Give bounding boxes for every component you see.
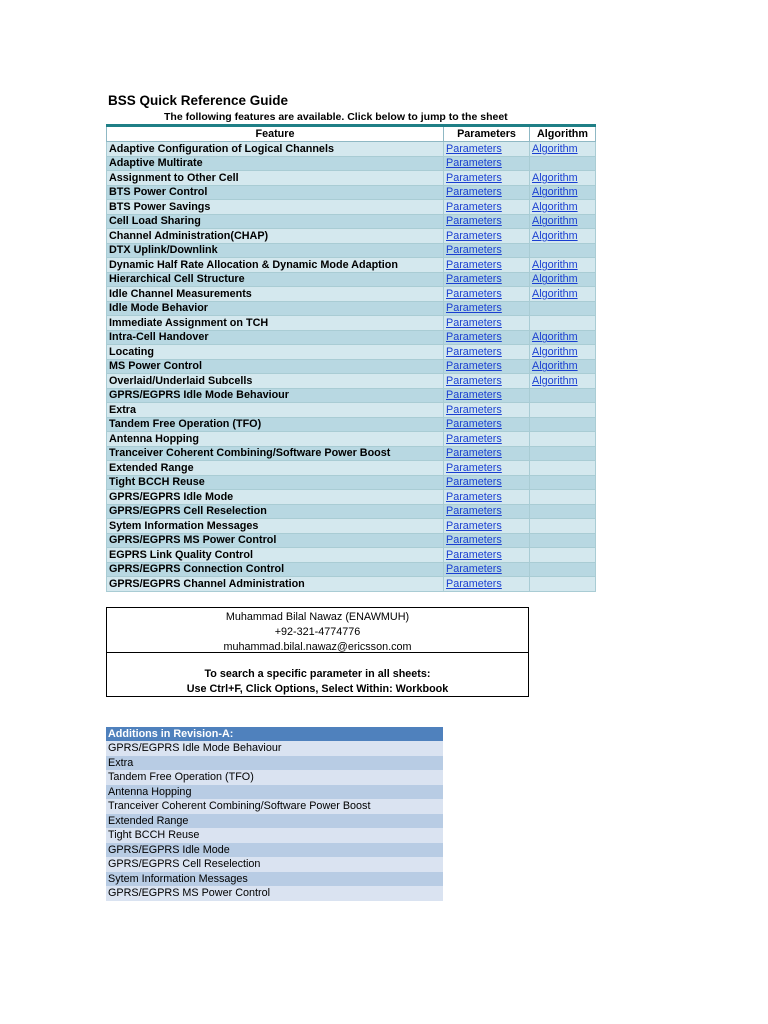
table-row xyxy=(107,316,596,331)
parameters-link[interactable]: Parameters xyxy=(446,505,502,518)
feature-name: BTS Power Control xyxy=(107,185,444,200)
parameters-cell xyxy=(444,330,530,345)
table-row xyxy=(107,272,596,287)
algorithm-cell xyxy=(530,229,596,244)
algorithm-cell xyxy=(530,461,596,476)
table-row xyxy=(107,185,596,200)
algorithm-link[interactable]: Algorithm xyxy=(532,171,578,184)
parameters-cell xyxy=(444,432,530,447)
parameters-cell xyxy=(444,171,530,186)
algorithm-cell xyxy=(530,272,596,287)
revision-item: GPRS/EGPRS Cell Reselection xyxy=(106,857,443,872)
table-row xyxy=(107,330,596,345)
parameters-cell xyxy=(444,185,530,200)
parameters-link[interactable]: Parameters xyxy=(446,273,502,286)
parameters-link[interactable]: Parameters xyxy=(446,461,502,474)
feature-name: Overlaid/Underlaid Subcells xyxy=(107,374,444,389)
table-row xyxy=(107,171,596,186)
table-row xyxy=(107,287,596,302)
revision-title: Additions in Revision-A: xyxy=(106,727,443,741)
parameters-link[interactable]: Parameters xyxy=(446,200,502,213)
algorithm-link[interactable]: Algorithm xyxy=(532,331,578,344)
parameters-link[interactable]: Parameters xyxy=(446,490,502,503)
feature-table xyxy=(106,124,596,592)
algorithm-cell xyxy=(530,330,596,345)
revision-item: Extra xyxy=(106,756,443,771)
algorithm-link[interactable]: Algorithm xyxy=(532,360,578,373)
parameters-link[interactable]: Parameters xyxy=(446,360,502,373)
table-row xyxy=(107,461,596,476)
page-subtitle: The following features are available. Click below to jump to the sheet xyxy=(164,111,508,123)
algorithm-link[interactable]: Algorithm xyxy=(532,229,578,242)
algorithm-link[interactable]: Algorithm xyxy=(532,345,578,358)
table-row xyxy=(107,432,596,447)
parameters-link[interactable]: Parameters xyxy=(446,548,502,561)
feature-name: Sytem Information Messages xyxy=(107,519,444,534)
algorithm-cell xyxy=(530,388,596,403)
search-tip xyxy=(107,653,528,697)
parameters-cell xyxy=(444,258,530,273)
feature-name: Channel Administration(CHAP) xyxy=(107,229,444,244)
parameters-link[interactable]: Parameters xyxy=(446,403,502,416)
table-row xyxy=(107,243,596,258)
feature-name: GPRS/EGPRS Idle Mode xyxy=(107,490,444,505)
algorithm-cell xyxy=(530,432,596,447)
algorithm-link[interactable]: Algorithm xyxy=(532,186,578,199)
algorithm-cell xyxy=(530,475,596,490)
parameters-cell xyxy=(444,214,530,229)
parameters-link[interactable]: Parameters xyxy=(446,447,502,460)
algorithm-cell xyxy=(530,562,596,577)
table-row xyxy=(107,374,596,389)
parameters-cell xyxy=(444,417,530,432)
parameters-cell xyxy=(444,475,530,490)
revision-item: Extended Range xyxy=(106,814,443,829)
algorithm-cell xyxy=(530,359,596,374)
parameters-cell xyxy=(444,461,530,476)
revision-items xyxy=(106,741,443,901)
table-row xyxy=(107,548,596,563)
parameters-link[interactable]: Parameters xyxy=(446,142,502,155)
feature-name: Tight BCCH Reuse xyxy=(107,475,444,490)
parameters-link[interactable]: Parameters xyxy=(446,418,502,431)
revision-item: GPRS/EGPRS Idle Mode xyxy=(106,843,443,858)
column-header-parameters: Parameters xyxy=(444,126,530,142)
revision-item: Tranceiver Coherent Combining/Software Power Boost xyxy=(106,799,443,814)
table-row xyxy=(107,229,596,244)
feature-name: GPRS/EGPRS Idle Mode Behaviour xyxy=(107,388,444,403)
algorithm-link[interactable]: Algorithm xyxy=(532,258,578,271)
parameters-cell xyxy=(444,200,530,215)
parameters-cell xyxy=(444,287,530,302)
contact-info xyxy=(107,608,528,653)
parameters-link[interactable]: Parameters xyxy=(446,244,502,257)
parameters-link[interactable]: Parameters xyxy=(446,534,502,547)
table-row xyxy=(107,577,596,592)
feature-name: GPRS/EGPRS MS Power Control xyxy=(107,533,444,548)
revision-item: Sytem Information Messages xyxy=(106,872,443,887)
algorithm-cell xyxy=(530,417,596,432)
algorithm-link[interactable]: Algorithm xyxy=(532,287,578,300)
table-row xyxy=(107,301,596,316)
parameters-link[interactable]: Parameters xyxy=(446,302,502,315)
algorithm-cell xyxy=(530,214,596,229)
parameters-cell xyxy=(444,345,530,360)
parameters-link[interactable]: Parameters xyxy=(446,287,502,300)
parameters-link[interactable]: Parameters xyxy=(446,563,502,576)
parameters-link[interactable]: Parameters xyxy=(446,229,502,242)
feature-name: Extra xyxy=(107,403,444,418)
parameters-cell xyxy=(444,229,530,244)
feature-name: Intra-Cell Handover xyxy=(107,330,444,345)
parameters-cell xyxy=(444,243,530,258)
algorithm-link[interactable]: Algorithm xyxy=(532,273,578,286)
parameters-cell xyxy=(444,388,530,403)
algorithm-link[interactable]: Algorithm xyxy=(532,200,578,213)
feature-name: DTX Uplink/Downlink xyxy=(107,243,444,258)
table-row xyxy=(107,388,596,403)
contact-phone: +92-321-4774776 xyxy=(274,626,361,638)
algorithm-cell xyxy=(530,316,596,331)
table-row xyxy=(107,490,596,505)
parameters-link[interactable]: Parameters xyxy=(446,519,502,532)
algorithm-cell xyxy=(530,519,596,534)
table-row xyxy=(107,417,596,432)
algorithm-cell xyxy=(530,577,596,592)
parameters-cell xyxy=(444,490,530,505)
parameters-cell xyxy=(444,519,530,534)
feature-table-body xyxy=(107,142,596,592)
feature-name: Assignment to Other Cell xyxy=(107,171,444,186)
algorithm-cell xyxy=(530,142,596,157)
feature-table-header xyxy=(107,126,596,142)
parameters-link[interactable]: Parameters xyxy=(446,331,502,344)
feature-name: Extended Range xyxy=(107,461,444,476)
revision-item: Tandem Free Operation (TFO) xyxy=(106,770,443,785)
feature-name: BTS Power Savings xyxy=(107,200,444,215)
algorithm-cell xyxy=(530,258,596,273)
revision-item: GPRS/EGPRS MS Power Control xyxy=(106,886,443,901)
parameters-link[interactable]: Parameters xyxy=(446,476,502,489)
algorithm-cell xyxy=(530,374,596,389)
table-row xyxy=(107,156,596,171)
table-row xyxy=(107,562,596,577)
algorithm-cell xyxy=(530,490,596,505)
parameters-link[interactable]: Parameters xyxy=(446,345,502,358)
table-row xyxy=(107,345,596,360)
algorithm-cell xyxy=(530,446,596,461)
parameters-cell xyxy=(444,316,530,331)
feature-name: Idle Channel Measurements xyxy=(107,287,444,302)
parameters-cell xyxy=(444,446,530,461)
algorithm-link[interactable]: Algorithm xyxy=(532,374,578,387)
feature-name: GPRS/EGPRS Cell Reselection xyxy=(107,504,444,519)
feature-name: Adaptive Configuration of Logical Channels xyxy=(107,142,444,157)
contact-email: muhammad.bilal.nawaz@ericsson.com xyxy=(223,641,412,653)
parameters-link[interactable]: Parameters xyxy=(446,186,502,199)
revision-item: GPRS/EGPRS Idle Mode Behaviour xyxy=(106,741,443,756)
table-row xyxy=(107,504,596,519)
parameters-link[interactable]: Parameters xyxy=(446,389,502,402)
search-tip-line-2: Use Ctrl+F, Click Options, Select Within: Workbook xyxy=(186,683,449,695)
parameters-link[interactable]: Parameters xyxy=(446,258,502,271)
table-row xyxy=(107,258,596,273)
feature-name: Hierarchical Cell Structure xyxy=(107,272,444,287)
table-row xyxy=(107,446,596,461)
table-row xyxy=(107,475,596,490)
feature-name: Dynamic Half Rate Allocation & Dynamic Mode Adaption xyxy=(107,258,444,273)
contact-box xyxy=(106,607,529,697)
table-row xyxy=(107,142,596,157)
algorithm-cell xyxy=(530,301,596,316)
algorithm-cell xyxy=(530,345,596,360)
algorithm-cell xyxy=(530,287,596,302)
feature-name: GPRS/EGPRS Connection Control xyxy=(107,562,444,577)
revision-item: Tight BCCH Reuse xyxy=(106,828,443,843)
feature-name: Tranceiver Coherent Combining/Software Power Boost xyxy=(107,446,444,461)
algorithm-cell xyxy=(530,156,596,171)
revision-list xyxy=(106,727,443,901)
algorithm-link[interactable]: Algorithm xyxy=(532,215,578,228)
parameters-link[interactable]: Parameters xyxy=(446,157,502,170)
parameters-link[interactable]: Parameters xyxy=(446,215,502,228)
table-row xyxy=(107,214,596,229)
feature-name: Immediate Assignment on TCH xyxy=(107,316,444,331)
parameters-cell xyxy=(444,359,530,374)
table-row xyxy=(107,519,596,534)
feature-name: Cell Load Sharing xyxy=(107,214,444,229)
parameters-cell xyxy=(444,374,530,389)
parameters-cell xyxy=(444,504,530,519)
table-row xyxy=(107,359,596,374)
parameters-cell xyxy=(444,156,530,171)
parameters-cell xyxy=(444,403,530,418)
algorithm-cell xyxy=(530,243,596,258)
algorithm-cell xyxy=(530,171,596,186)
parameters-link[interactable]: Parameters xyxy=(446,374,502,387)
revision-item: Antenna Hopping xyxy=(106,785,443,800)
column-header-feature: Feature xyxy=(107,126,444,142)
feature-name: Locating xyxy=(107,345,444,360)
algorithm-cell xyxy=(530,504,596,519)
parameters-link[interactable]: Parameters xyxy=(446,577,502,590)
parameters-cell xyxy=(444,548,530,563)
parameters-link[interactable]: Parameters xyxy=(446,171,502,184)
feature-name: MS Power Control xyxy=(107,359,444,374)
page-title: BSS Quick Reference Guide xyxy=(108,93,289,108)
parameters-link[interactable]: Parameters xyxy=(446,316,502,329)
parameters-cell xyxy=(444,142,530,157)
feature-name: Idle Mode Behavior xyxy=(107,301,444,316)
table-row xyxy=(107,200,596,215)
parameters-link[interactable]: Parameters xyxy=(446,432,502,445)
feature-name: Antenna Hopping xyxy=(107,432,444,447)
parameters-cell xyxy=(444,301,530,316)
feature-name: Tandem Free Operation (TFO) xyxy=(107,417,444,432)
feature-name: GPRS/EGPRS Channel Administration xyxy=(107,577,444,592)
algorithm-cell xyxy=(530,548,596,563)
parameters-cell xyxy=(444,577,530,592)
feature-name: EGPRS Link Quality Control xyxy=(107,548,444,563)
algorithm-cell xyxy=(530,403,596,418)
table-row xyxy=(107,533,596,548)
parameters-cell xyxy=(444,272,530,287)
parameters-cell xyxy=(444,562,530,577)
feature-name: Adaptive Multirate xyxy=(107,156,444,171)
algorithm-link[interactable]: Algorithm xyxy=(532,142,578,155)
contact-name: Muhammad Bilal Nawaz (ENAWMUH) xyxy=(225,611,410,623)
parameters-cell xyxy=(444,533,530,548)
column-header-algorithm: Algorithm xyxy=(530,126,596,142)
algorithm-cell xyxy=(530,185,596,200)
search-tip-line-1: To search a specific parameter in all sheets: xyxy=(204,668,431,680)
algorithm-cell xyxy=(530,533,596,548)
algorithm-cell xyxy=(530,200,596,215)
table-row xyxy=(107,403,596,418)
